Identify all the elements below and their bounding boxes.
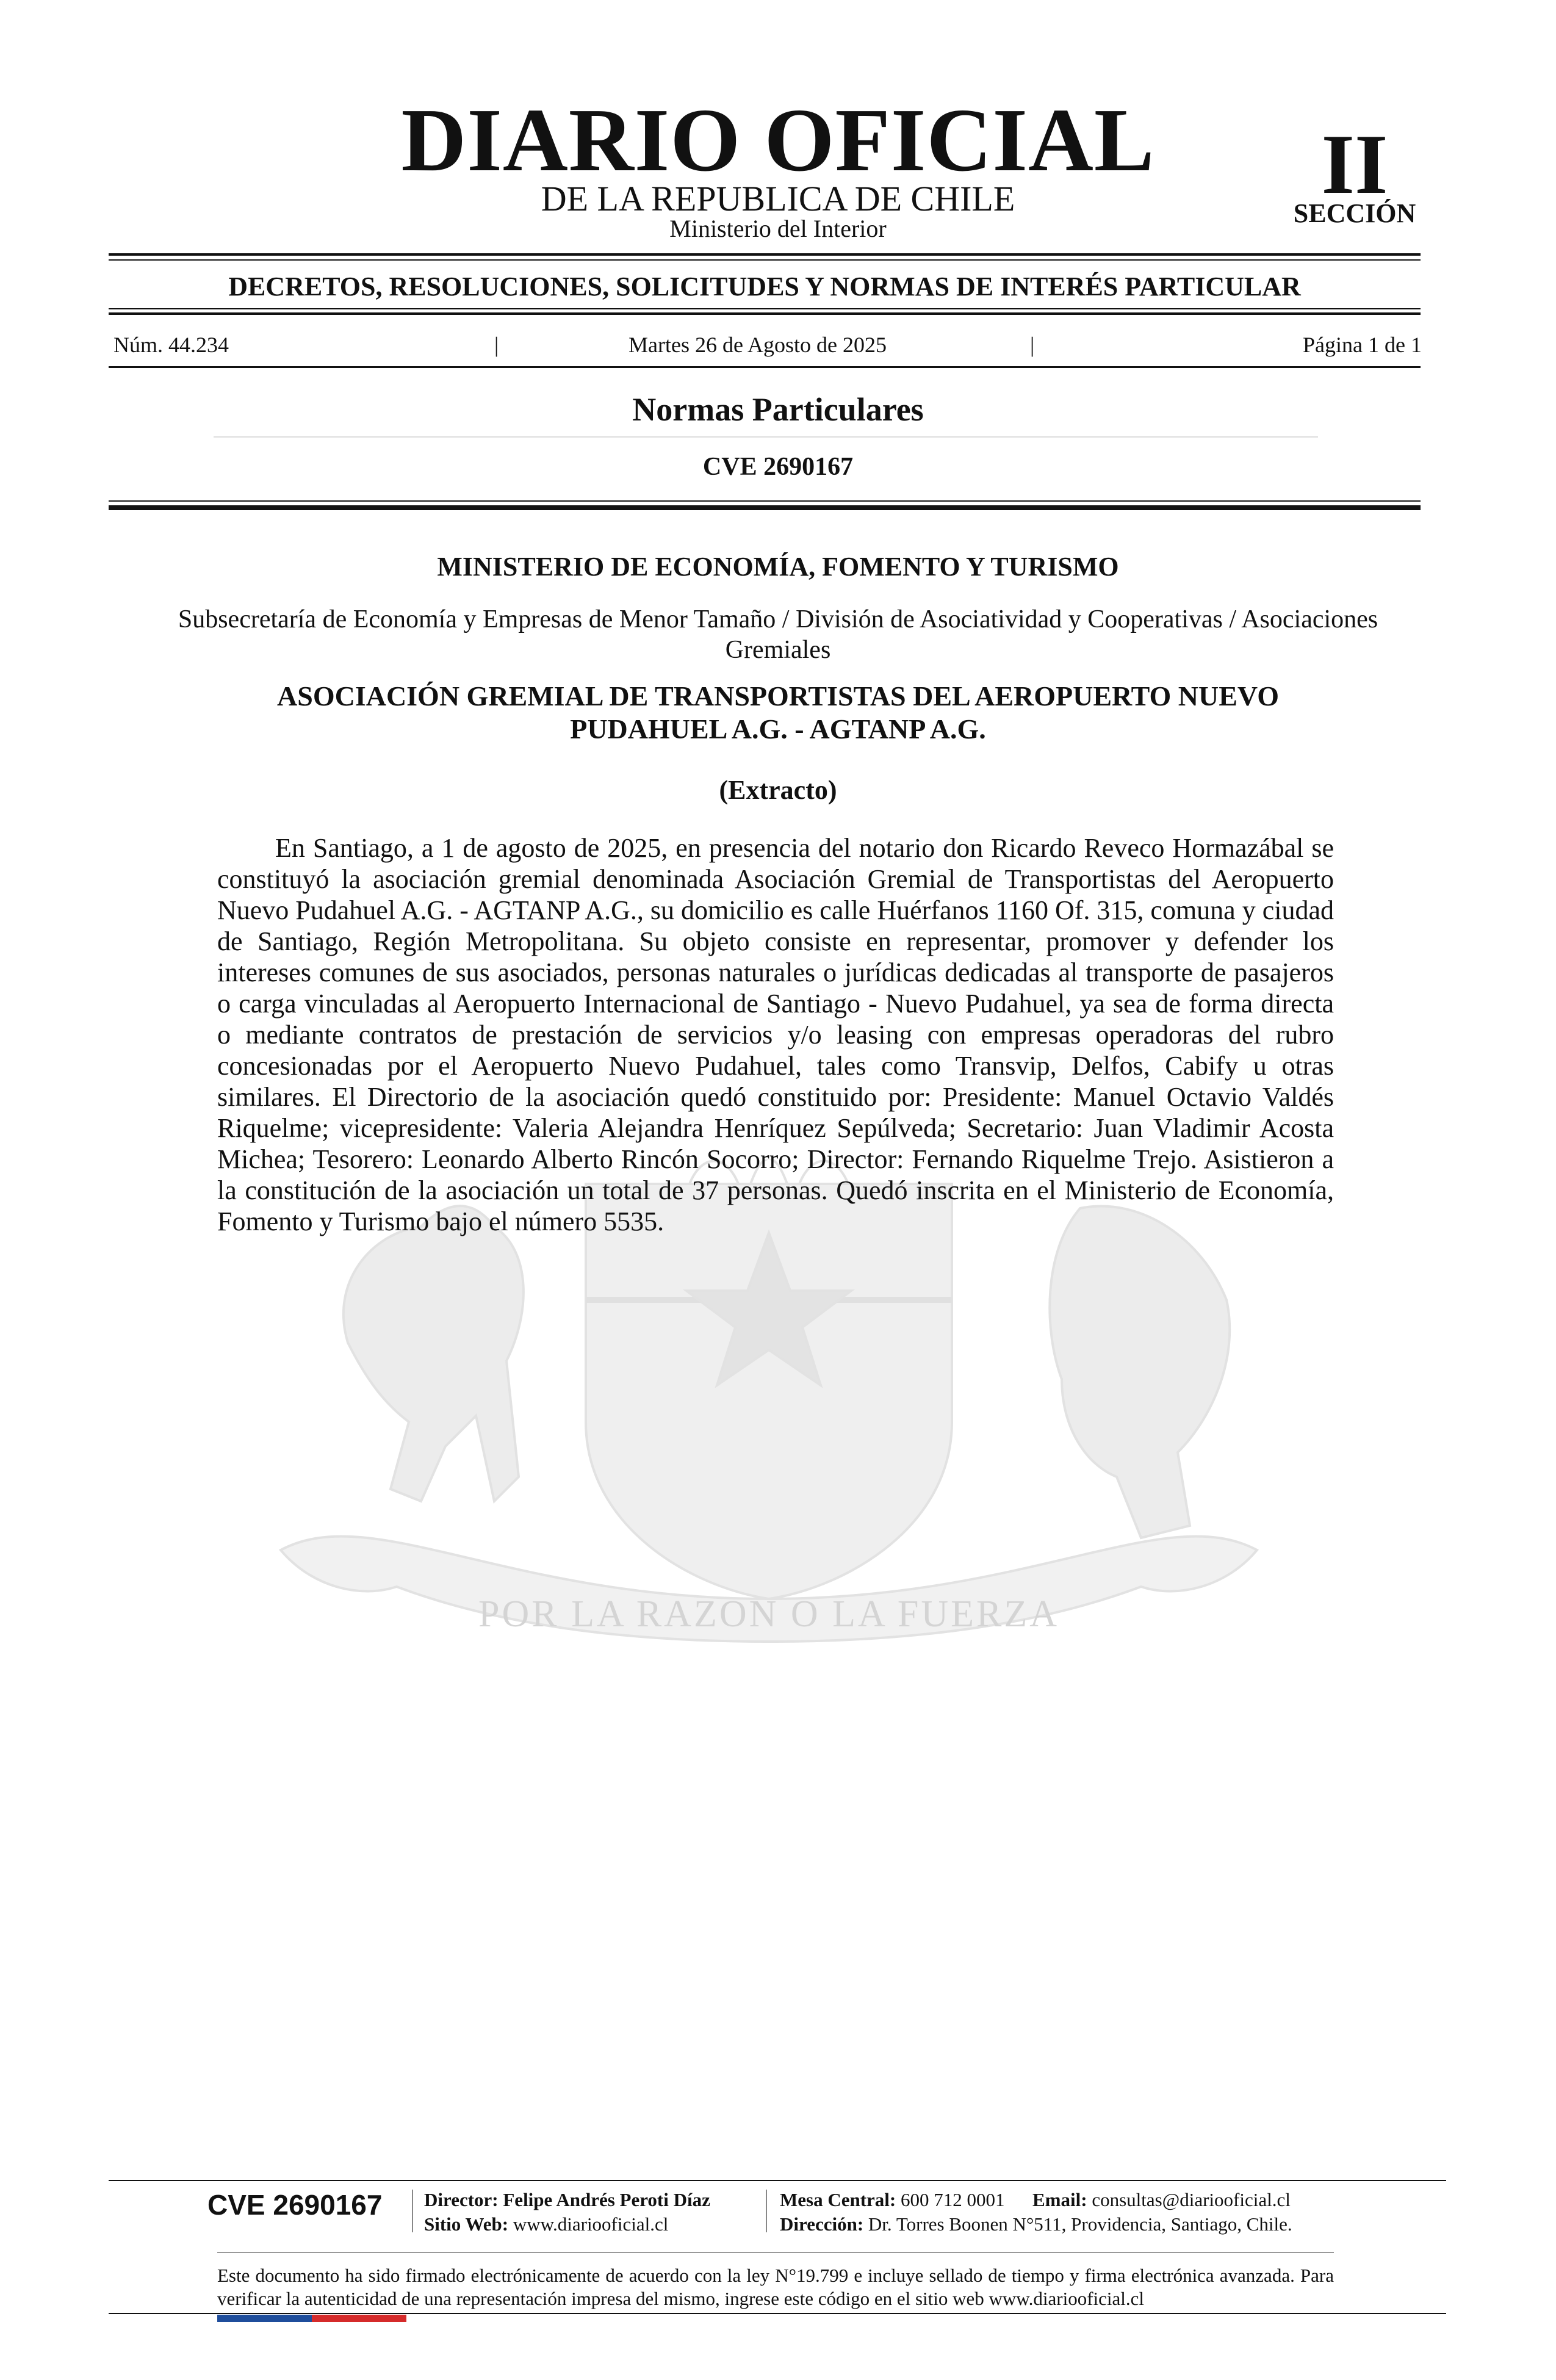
info-rule [109, 366, 1421, 368]
footer-rule-top [109, 2180, 1446, 2181]
director-name: Felipe Andrés Peroti Díaz [503, 2189, 710, 2210]
footer-address [780, 2212, 1292, 2237]
issue-number: Núm. 44.234 [113, 333, 229, 357]
footer-rule-bottom [109, 2313, 1446, 2314]
footer-divider [412, 2190, 413, 2232]
extracto-label: (Extracto) [719, 775, 837, 805]
flag-stripe-red [312, 2315, 406, 2322]
header-rule-mid-thick [109, 312, 1421, 315]
director-label: Director: [424, 2189, 499, 2210]
header-rule-top [109, 253, 1421, 256]
mesa-phone: 600 712 0001 [901, 2189, 1005, 2210]
footer-divider [766, 2190, 767, 2232]
cve-rule-thin [109, 500, 1421, 502]
footer-cve: CVE 2690167 [207, 2189, 383, 2221]
footer-rule-mid [217, 2252, 1334, 2253]
header-rule-top-thin [109, 259, 1421, 261]
website-label: Sitio Web: [424, 2213, 509, 2235]
email-label: Email: [1032, 2189, 1087, 2210]
section-title: Normas Particulares [632, 391, 924, 428]
category-heading: DECRETOS, RESOLUCIONES, SOLICITUDES Y NORMAS DE INTERÉS PARTICULAR [228, 272, 1301, 301]
address-value: Dr. Torres Boonen N°511, Providencia, Santiago, Chile. [868, 2213, 1292, 2235]
page-info: Página 1 de 1 [1303, 333, 1422, 357]
footer-notice: Este documento ha sido firmado electrónicamente de acuerdo con la ley N°19.799 e incluye sellado de tiempo y firma electrónica avanzada. Para verificar la autenticidad de una representación impresa del mismo, ingrese este código en el sitio web www.diariooficial.cl [217, 2265, 1334, 2309]
ministry-heading: MINISTERIO DE ECONOMÍA, FOMENTO Y TURISMO [437, 552, 1119, 582]
masthead-title: DIARIO OFICIAL [401, 90, 1155, 190]
masthead-subtitle: DE LA REPUBLICA DE CHILE [541, 179, 1015, 218]
website-link[interactable]: www.diariooficial.cl [513, 2213, 669, 2235]
body-paragraph: En Santiago, a 1 de agosto de 2025, en presencia del notario don Ricardo Reveco Hormazábal se constituyó la asociación gremial denominada Asociación Gremial de Transportistas del Aeropuerto Nuevo Pudahuel A.G. - AGTANP A.G., su domicilio es calle Huérfanos 1160 Of. 315, comuna y ciudad de Santiago, Región Metropolitana. Su objeto consiste en representar, promover y defender los intereses comunes de sus asociados, personas naturales o jurídicas dedicadas al transporte de pasajeros o carga vinculadas al Aeropuerto Internacional de Santiago - Nuevo Pudahuel, ya sea de forma directa o mediante contratos de prestación de servicios y/o leasing con empresas operadoras del rubro concesionadas por el Aeropuerto Nuevo Pudahuel, tales como Transvip, Delfos, Cabify u otras similares. El Directorio de la asociación quedó constituido por: Presidente: Manuel Octavio Valdés Riquelme; vicepresidente: Valeria Alejandra Henríquez Sepúlveda; Secretario: Juan Vladimir Acosta Michea; Tesorero: Leonardo Alberto Rincón Socorro; Director: Fernando Riquelme Trejo. Asistieron a la constitución de la asociación un total de 37 personas. Quedó inscrita en el Ministerio de Economía, Fomento y Turismo bajo el número 5535. [217, 833, 1334, 1236]
section-title-underline [214, 436, 1318, 438]
info-separator: | [494, 333, 499, 357]
email-link[interactable]: consultas@diariooficial.cl [1092, 2189, 1291, 2210]
masthead-ministry: Ministerio del Interior [669, 215, 887, 242]
footer-contact [780, 2188, 1291, 2212]
organization-title: ASOCIACIÓN GREMIAL DE TRANSPORTISTAS DEL AEROPUERTO NUEVO PUDAHUEL A.G. - AGTANP A.G. [277, 680, 1279, 745]
header-rule-mid [109, 308, 1421, 309]
mesa-label: Mesa Central: [780, 2189, 896, 2210]
flag-stripe-blue [217, 2315, 312, 2322]
address-label: Dirección: [780, 2213, 864, 2235]
watermark-motto: POR LA RAZON O LA FUERZA [478, 1593, 1060, 1635]
cve-code: CVE 2690167 [702, 453, 854, 481]
section-label: SECCIÓN [1293, 198, 1416, 228]
subsecretaria-line: Subsecretaría de Economía y Empresas de Menor Tamaño / División de Asociatividad y Cooperativas / Asociaciones Gremiales [178, 605, 1378, 664]
footer-website [424, 2212, 668, 2237]
footer-director [424, 2188, 710, 2212]
info-separator: | [1030, 333, 1035, 357]
issue-date: Martes 26 de Agosto de 2025 [629, 333, 887, 357]
section-number: II [1321, 117, 1388, 212]
cve-rule-thick [109, 505, 1421, 510]
